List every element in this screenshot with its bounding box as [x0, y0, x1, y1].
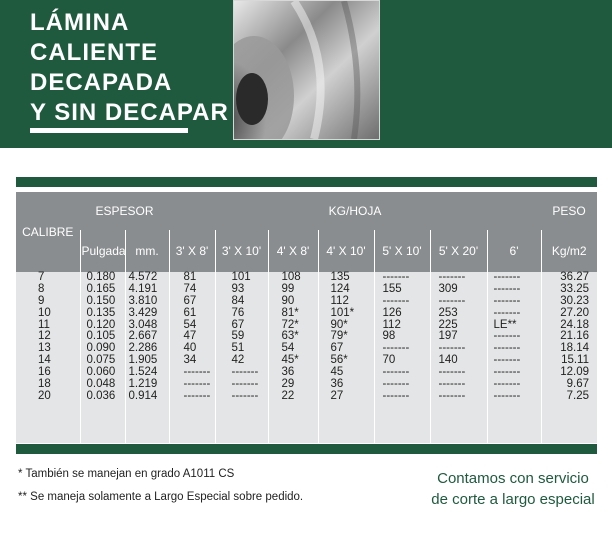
header-calibre: CALIBRE: [16, 192, 80, 272]
column-4x8: [282, 272, 318, 403]
table-cell: LE**: [493, 318, 517, 331]
table-cell: -------: [493, 271, 521, 283]
table-cell: 67: [231, 318, 245, 331]
table-cell: 3.048: [128, 318, 158, 331]
table-cell: 54: [183, 318, 197, 331]
table-cell: -------: [183, 366, 211, 379]
column-mm: [129, 272, 169, 403]
table-cell: 124: [330, 282, 350, 295]
table-cell: -------: [183, 378, 211, 391]
table-cell: 0.914: [128, 389, 158, 402]
table-cell: 9: [38, 294, 45, 307]
table-cell: -------: [438, 366, 466, 379]
table-cell: 0.120: [86, 318, 116, 331]
table-cell: 112: [382, 318, 401, 331]
table-cell: 112: [330, 294, 349, 307]
table-cell: 21.16: [560, 330, 589, 343]
header-kg-hoja: KG/HOJA: [169, 192, 541, 230]
table-cell: 61: [183, 306, 197, 319]
table-cell: -------: [382, 271, 410, 283]
table-cell: 98: [382, 330, 396, 343]
table-cell: 76: [231, 306, 245, 319]
subheader-mm: mm.: [125, 230, 169, 272]
table-cell: -------: [493, 330, 521, 343]
table-cell: 8: [38, 282, 45, 295]
footnote-grade: * También se manejan en grado A1011 CS: [18, 468, 235, 480]
service-line-2: de corte a largo especial: [431, 491, 595, 508]
table-cell: 0.048: [86, 378, 116, 391]
table-cell: 140: [438, 354, 458, 367]
table-cell: 16: [38, 366, 51, 379]
table-cell: -------: [382, 342, 410, 355]
table-cell: 0.150: [86, 294, 116, 307]
table-cell: 101*: [330, 306, 355, 319]
table-cell: 27: [330, 389, 344, 402]
table-cell: 13: [38, 342, 51, 355]
table-cell: 0.135: [86, 306, 116, 319]
table-cell: -------: [382, 294, 410, 307]
table-cell: 36.27: [560, 271, 589, 283]
table-cell: 2.667: [128, 330, 158, 343]
table-cell: 30.23: [560, 294, 589, 307]
subheader-3x10: 3' X 10': [215, 230, 268, 272]
table-cell: -------: [183, 389, 211, 402]
table-cell: 22: [281, 389, 295, 402]
header-peso: PESO: [541, 192, 597, 230]
table-cell: -------: [438, 294, 466, 307]
table-cell: 101: [231, 271, 251, 283]
table-cell: -------: [493, 354, 521, 367]
table-cell: 45: [330, 366, 344, 379]
table-cell: 93: [231, 282, 245, 295]
subheader-5x10: 5' X 10': [374, 230, 430, 272]
table-cell: -------: [493, 378, 521, 391]
footnote-special-length: ** Se maneja solamente a Largo Especial sobre pedido.: [18, 491, 304, 503]
table-cell: 108: [281, 271, 301, 283]
title-underline: [30, 128, 188, 133]
table-cell: 47: [183, 330, 197, 343]
table-cell: 0.060: [86, 366, 116, 379]
table-cell: 11: [38, 318, 50, 331]
column-3x8: [184, 272, 215, 403]
column-5x10: [383, 272, 430, 403]
table-cell: -------: [493, 282, 521, 295]
subheader-5x20: 5' X 20': [430, 230, 487, 272]
table-cell: 36: [281, 366, 295, 379]
service-line-1: Contamos con servicio: [437, 470, 589, 487]
table-cell: 84: [231, 294, 245, 307]
table-cell: 79*: [330, 330, 348, 343]
table-cell: 1.524: [128, 366, 158, 379]
table-cell: -------: [231, 378, 259, 391]
table-cell: 81*: [281, 306, 299, 319]
table-cell: 15.11: [561, 354, 589, 367]
table-cell: 126: [382, 306, 402, 319]
table-cell: -------: [438, 389, 466, 402]
table-cell: 0.165: [86, 282, 116, 295]
table-cell: 225: [438, 318, 458, 331]
table-cell: 81: [183, 271, 197, 283]
table-cell: 7.25: [566, 389, 589, 402]
table-cell: -------: [231, 366, 259, 379]
subheader-4x10: 4' X 10': [318, 230, 374, 272]
table-bottom-band: [16, 444, 597, 454]
table-cell: 74: [183, 282, 197, 295]
table-cell: 36: [330, 378, 344, 391]
table-cell: -------: [382, 366, 410, 379]
table-cell: 0.090: [86, 342, 116, 355]
table-cell: -------: [382, 378, 410, 391]
table-cell: 51: [231, 342, 245, 355]
table-cell: 12: [38, 330, 51, 343]
table-cell: 20: [38, 389, 51, 402]
table-cell: 0.180: [86, 271, 116, 283]
subheader-4x8: 4' X 8': [268, 230, 318, 272]
column-5x20: [439, 272, 487, 403]
subheader-kgm2: Kg/m2: [541, 230, 597, 272]
header-banner: [0, 0, 612, 148]
table-cell: 56*: [330, 354, 348, 367]
table-cell: -------: [493, 366, 521, 379]
table-cell: 54: [281, 342, 295, 355]
table-cell: 45*: [281, 354, 299, 367]
table-cell: -------: [438, 378, 466, 391]
table-cell: 67: [183, 294, 197, 307]
steel-coil-photo: [233, 0, 380, 140]
column-pulgada: [87, 272, 125, 403]
table-cell: 29: [281, 378, 295, 391]
table-cell: 7: [38, 271, 45, 283]
table-cell: 18.14: [560, 342, 589, 355]
table-cell: 27.20: [560, 306, 589, 319]
table-cell: 42: [231, 354, 245, 367]
table-cell: 40: [183, 342, 197, 355]
table-cell: 309: [438, 282, 458, 295]
subheader-3x8: 3' X 8': [169, 230, 215, 272]
table-cell: 0.075: [86, 354, 116, 367]
table-cell: 1.219: [128, 378, 158, 391]
table-cell: 63*: [281, 330, 299, 343]
table-cell: 70: [382, 354, 396, 367]
table-cell: 0.105: [86, 330, 116, 343]
title-line-2: CALIENTE: [30, 39, 158, 66]
table-cell: 33.25: [560, 282, 589, 295]
column-4x10: [331, 272, 374, 403]
column-calibre: [38, 272, 80, 403]
table-cell: 18: [38, 378, 51, 391]
table-cell: 3.429: [128, 306, 158, 319]
table-cell: 90: [281, 294, 295, 307]
table-cell: -------: [438, 271, 466, 283]
table-cell: 135: [330, 271, 350, 283]
table-cell: 72*: [281, 318, 299, 331]
table-cell: -------: [382, 389, 410, 402]
table-cell: 14: [38, 354, 51, 367]
table-cell: 10: [38, 306, 51, 319]
page-title: [30, 8, 229, 128]
table-cell: -------: [231, 389, 259, 402]
table-cell: 1.905: [128, 354, 158, 367]
table-cell: 99: [281, 282, 295, 295]
table-cell: -------: [493, 294, 521, 307]
table-cell: 34: [183, 354, 197, 367]
table-top-band: [16, 177, 597, 187]
table-cell: 2.286: [128, 342, 158, 355]
table-cell: 4.572: [128, 271, 158, 283]
column-6: [494, 272, 541, 403]
table-cell: -------: [438, 342, 466, 355]
table-cell: -------: [493, 389, 521, 402]
subheader-pulgada: Pulgada: [80, 230, 125, 272]
title-line-1: LÁMINA: [30, 9, 130, 36]
table-cell: 4.191: [128, 282, 158, 295]
table-cell: -------: [493, 342, 521, 355]
table-cell: 253: [438, 306, 458, 319]
table-cell: 59: [231, 330, 245, 343]
price-table: [16, 192, 597, 439]
table-cell: 3.810: [128, 294, 158, 307]
header-espesor: ESPESOR: [80, 192, 169, 230]
table-cell: 155: [382, 282, 402, 295]
table-cell: 12.09: [560, 366, 589, 379]
table-cell: 9.67: [566, 378, 589, 391]
title-line-3: DECAPADA: [30, 69, 173, 96]
title-line-4: Y SIN DECAPAR: [30, 99, 229, 126]
cutting-service-note: [428, 468, 598, 510]
table-cell: 90*: [330, 318, 348, 331]
table-cell: 0.036: [86, 389, 116, 402]
subheader-6: 6': [487, 230, 541, 272]
table-cell: 24.18: [560, 318, 589, 331]
table-cell: 197: [438, 330, 458, 343]
column-3x10: [232, 272, 268, 403]
table-cell: -------: [493, 306, 521, 319]
table-cell: 67: [330, 342, 344, 355]
column-peso: [542, 272, 590, 403]
